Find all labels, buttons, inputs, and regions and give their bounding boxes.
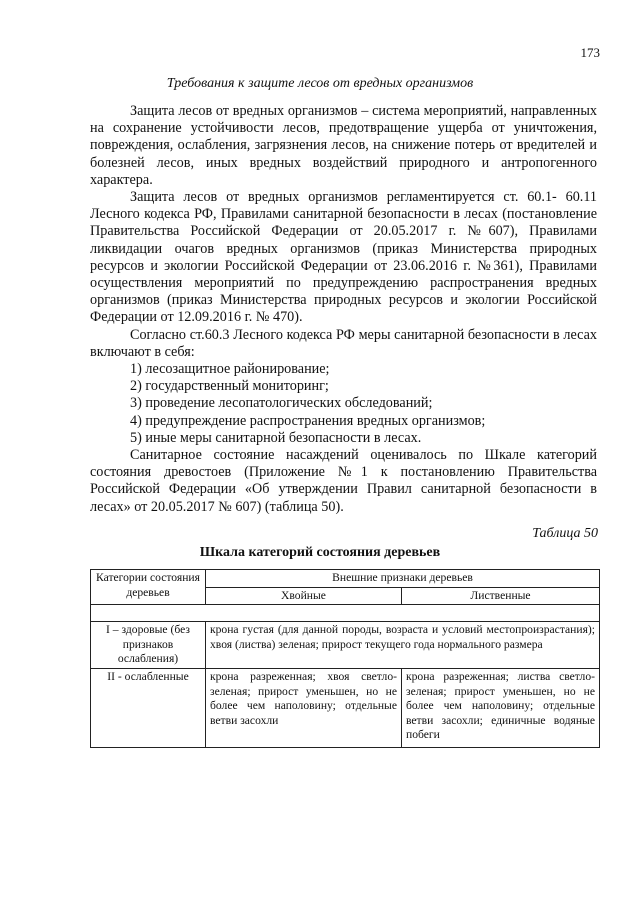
section-title: Требования к защите лесов от вредных организмов [166, 76, 474, 91]
signs-cell: крона густая (для данной породы, возраста и условий местопроизрастания); хвоя (листва) зеленая; прирост текущего года нормального размера [206, 622, 600, 669]
category-cell: II - ослабленные [91, 668, 206, 747]
category-cell: I – здоровые (без признаков ослабления) [91, 622, 206, 669]
table-spacer-row [91, 605, 600, 622]
page-number: 173 [580, 45, 600, 60]
paragraph: Защита лесов от вредных организмов – система мероприятий, направленных на сохранение устойчивости лесов, предотвращение ущерба от уничтожения, повреждения, ослабления, загрязнения лесов, на снижение потерь от вредителей и болезней лесов, иных вредных воздействий природного и антропогенного характера. [90, 103, 597, 188]
conifer-cell: крона разреженная; хвоя светло-зеленая; прирост уменьшен, но не более чем наполовину; отдельные ветви засохли [206, 668, 402, 747]
table-row [91, 668, 600, 747]
header-deciduous: Лиственные [402, 587, 600, 605]
list-item: 5) иные меры санитарной безопасности в лесах. [130, 429, 422, 446]
paragraph: Санитарное состояние насаждений оценивалось по Шкале категорий состояния древостоев (Приложение №1 к постановлению Правительства Российской Федерации «Об утверждении Правил санитарной безопасности в лесах» от 20.05.2017 № 607) (таблица 50). [90, 447, 597, 515]
table-row [91, 622, 600, 669]
tree-condition-table [90, 569, 600, 748]
list-item: 2) государственный мониторинг; [130, 378, 329, 395]
list-item: 3) проведение лесопатологических обследований; [130, 395, 433, 412]
paragraph: Защита лесов от вредных организмов регламентируется ст. 60.1- 60.11 Лесного кодекса РФ, Правилами санитарной безопасности в лесах (постановление Правительства Российской Федерации от 20.05.2017 г. №607), Правилами ликвидации очагов вредных организмов (приказ Министерства природных ресурсов и экологии Российской Федерации от 23.06.2016 г. №361), Правилами осуществления мероприятий по предупреждению распространения вредных организмов (приказ Министерства природных ресурсов и экологии Российской Федерации от 12.09.2016 г. № 470). [90, 189, 597, 326]
header-conifer: Хвойные [206, 587, 402, 605]
body-text [90, 103, 597, 516]
table-title: Шкала категорий состояния деревьев [199, 545, 441, 560]
list-item: 1) лесозащитное районирование; [130, 361, 330, 378]
deciduous-cell: крона разреженная; листва светло-зеленая; прирост уменьшен, но не более чем наполовину; отдельные ветви засохли; единичные водяные побеги [402, 668, 600, 747]
table-label: Таблица 50 [532, 526, 598, 541]
list-item: 4) предупреждение распространения вредных организмов; [130, 412, 486, 429]
paragraph: Согласно ст.60.3 Лесного кодекса РФ меры санитарной безопасности в лесах включают в себя: [90, 326, 597, 360]
header-category: Категории состояния деревьев [91, 570, 206, 605]
header-signs: Внешние признаки деревьев [206, 570, 600, 588]
